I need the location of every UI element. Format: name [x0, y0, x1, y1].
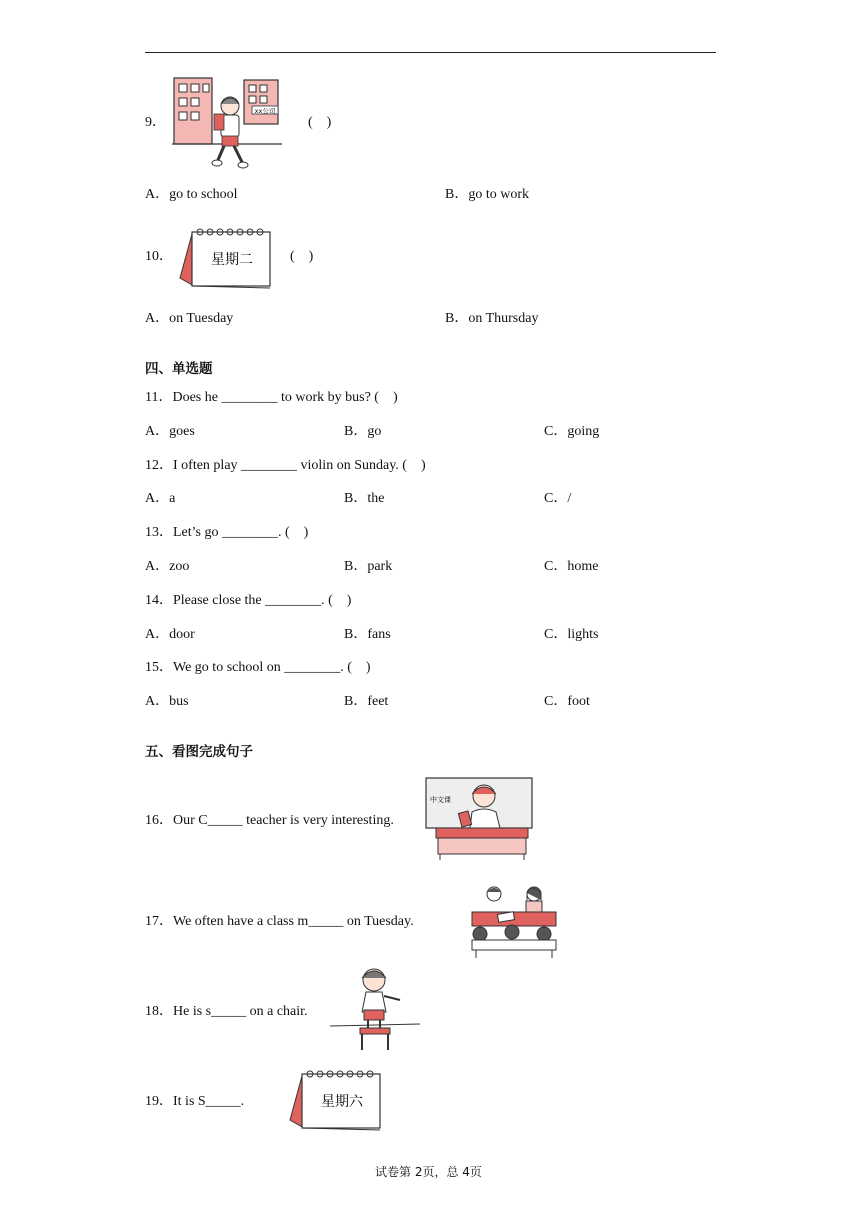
q16-text: 16．Our C_____ teacher is very interesting.: [145, 813, 394, 828]
page-footer: 试卷第 2页，总 4页: [375, 1165, 482, 1179]
q9-picture-boy-walking-to-office: [172, 76, 284, 172]
q10-option-b: B．on Thursday: [445, 311, 539, 326]
q14-option-a: A．door: [145, 627, 195, 642]
q9-option-a: A．go to school: [145, 187, 238, 202]
q16-board-text: 中文课: [430, 796, 451, 804]
q14-option-b: B．fans: [344, 627, 391, 642]
q9-building-sign: xx公司: [254, 107, 276, 115]
q15-option-a: A．bus: [145, 694, 189, 709]
q13-option-b: B．park: [344, 559, 393, 574]
q19-text: 19．It is S_____.: [145, 1094, 245, 1109]
q12-option-c: C．/: [544, 491, 572, 506]
q10-answer-paren: ( ): [290, 249, 314, 264]
q11-option-a: A．goes: [145, 424, 195, 439]
section5-title: 五、看图完成句子: [145, 744, 253, 760]
q18-boy-standing-on-chair-picture: [330, 966, 422, 1054]
q10-option-a: A．on Tuesday: [145, 311, 234, 326]
section4-title: 四、单选题: [145, 361, 213, 377]
q12-option-a: A．a: [145, 491, 176, 506]
q12-text: 12．I often play ________ violin on Sunday. ( ): [145, 458, 426, 473]
q19-calendar-picture: [288, 1068, 384, 1134]
q17-text: 17．We often have a class m_____ on Tuesday.: [145, 914, 414, 929]
q9-number: 9．: [145, 115, 166, 130]
q15-text: 15．We go to school on ________. ( ): [145, 660, 371, 675]
q10-calendar-text: 星期二: [211, 252, 253, 268]
q12-option-b: B．the: [344, 491, 385, 506]
q18-text: 18．He is s_____ on a chair.: [145, 1004, 308, 1019]
q15-option-c: C．foot: [544, 694, 590, 709]
q15-option-b: B．feet: [344, 694, 389, 709]
q11-option-b: B．go: [344, 424, 382, 439]
q10-calendar-picture: [178, 226, 274, 292]
q17-class-meeting-picture: [468, 882, 560, 960]
q10-number: 10．: [145, 249, 173, 264]
q16-teacher-picture: [424, 776, 536, 862]
q14-text: 14．Please close the ________. ( ): [145, 593, 352, 608]
q14-option-c: C．lights: [544, 627, 599, 642]
q9-answer-paren: ( ): [308, 115, 332, 130]
q13-option-c: C．home: [544, 559, 599, 574]
q19-calendar-text: 星期六: [321, 1094, 363, 1110]
header-rule: [145, 52, 716, 53]
q9-option-b: B．go to work: [445, 187, 529, 202]
q11-text: 11．Does he ________ to work by bus? ( ): [145, 390, 398, 405]
q13-text: 13．Let’s go ________. ( ): [145, 525, 309, 540]
q13-option-a: A．zoo: [145, 559, 190, 574]
q11-option-c: C．going: [544, 424, 600, 439]
